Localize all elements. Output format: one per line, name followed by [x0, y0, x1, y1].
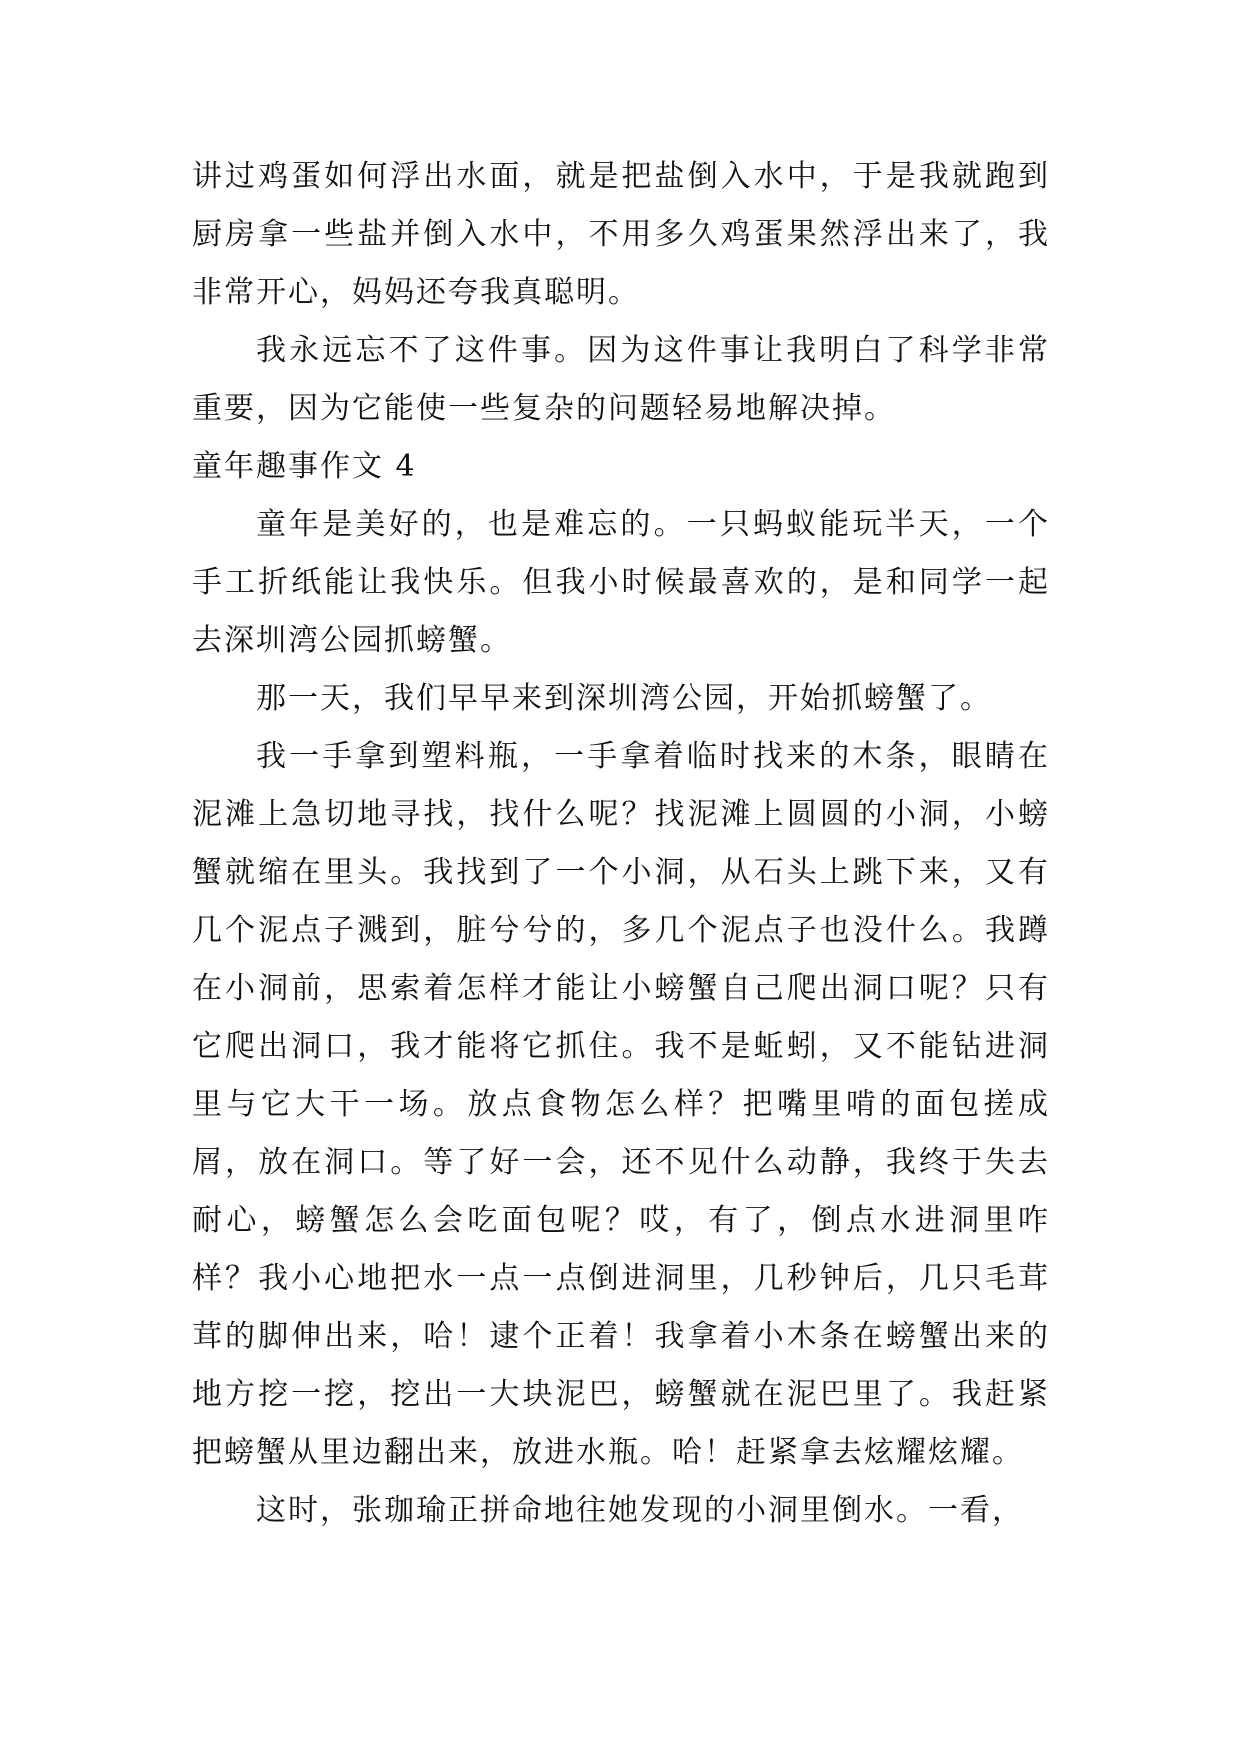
paragraph: 童年是美好的，也是难忘的。一只蚂蚁能玩半天，一个手工折纸能让我快乐。但我小时候最喜欢的，是和同学一起去深圳湾公园抓螃蟹。 [192, 507, 1050, 658]
paragraph: 那一天，我们早早来到深圳湾公园，开始抓螃蟹了。 [256, 681, 992, 716]
section-heading: 童年趣事作文 4 [192, 449, 417, 484]
paragraph: 我永远忘不了这件事。因为这件事让我明白了科学非常重要，因为它能使一些复杂的问题轻易地解决掉。 [192, 333, 1050, 426]
document-body [192, 148, 1050, 1540]
paragraph: 这时，张珈瑜正拼命地往她发现的小洞里倒水。一看， [256, 1493, 1024, 1528]
paragraph: 讲过鸡蛋如何浮出水面，就是把盐倒入水中，于是我就跑到厨房拿一些盐并倒入水中，不用多久鸡蛋果然浮出来了，我非常开心，妈妈还夸我真聪明。 [192, 159, 1050, 310]
paragraph: 我一手拿到塑料瓶，一手拿着临时找来的木条，眼睛在泥滩上急切地寻找，找什么呢？找泥滩上圆圆的小洞，小螃蟹就缩在里头。我找到了一个小洞，从石头上跳下来，又有几个泥点子溅到，脏兮兮的，多几个泥点子也没什么。我蹲在小洞前，思索着怎样才能让小螃蟹自己爬出洞口呢？只有它爬出洞口，我才能将它抓住。我不是蚯蚓，又不能钻进洞里与它大干一场。放点食物怎么样？把嘴里啃的面包搓成屑，放在洞口。等了好一会，还不见什么动静，我终于失去耐心，螃蟹怎么会吃面包呢？哎，有了，倒点水进洞里咋样？我小心地把水一点一点倒进洞里，几秒钟后，几只毛茸茸的脚伸出来，哈！逮个正着！我拿着小木条在螃蟹出来的地方挖一挖，挖出一大块泥巴，螃蟹就在泥巴里了。我赶紧把螃蟹从里边翻出来，放进水瓶。哈！赶紧拿去炫耀炫耀。 [192, 739, 1050, 1470]
